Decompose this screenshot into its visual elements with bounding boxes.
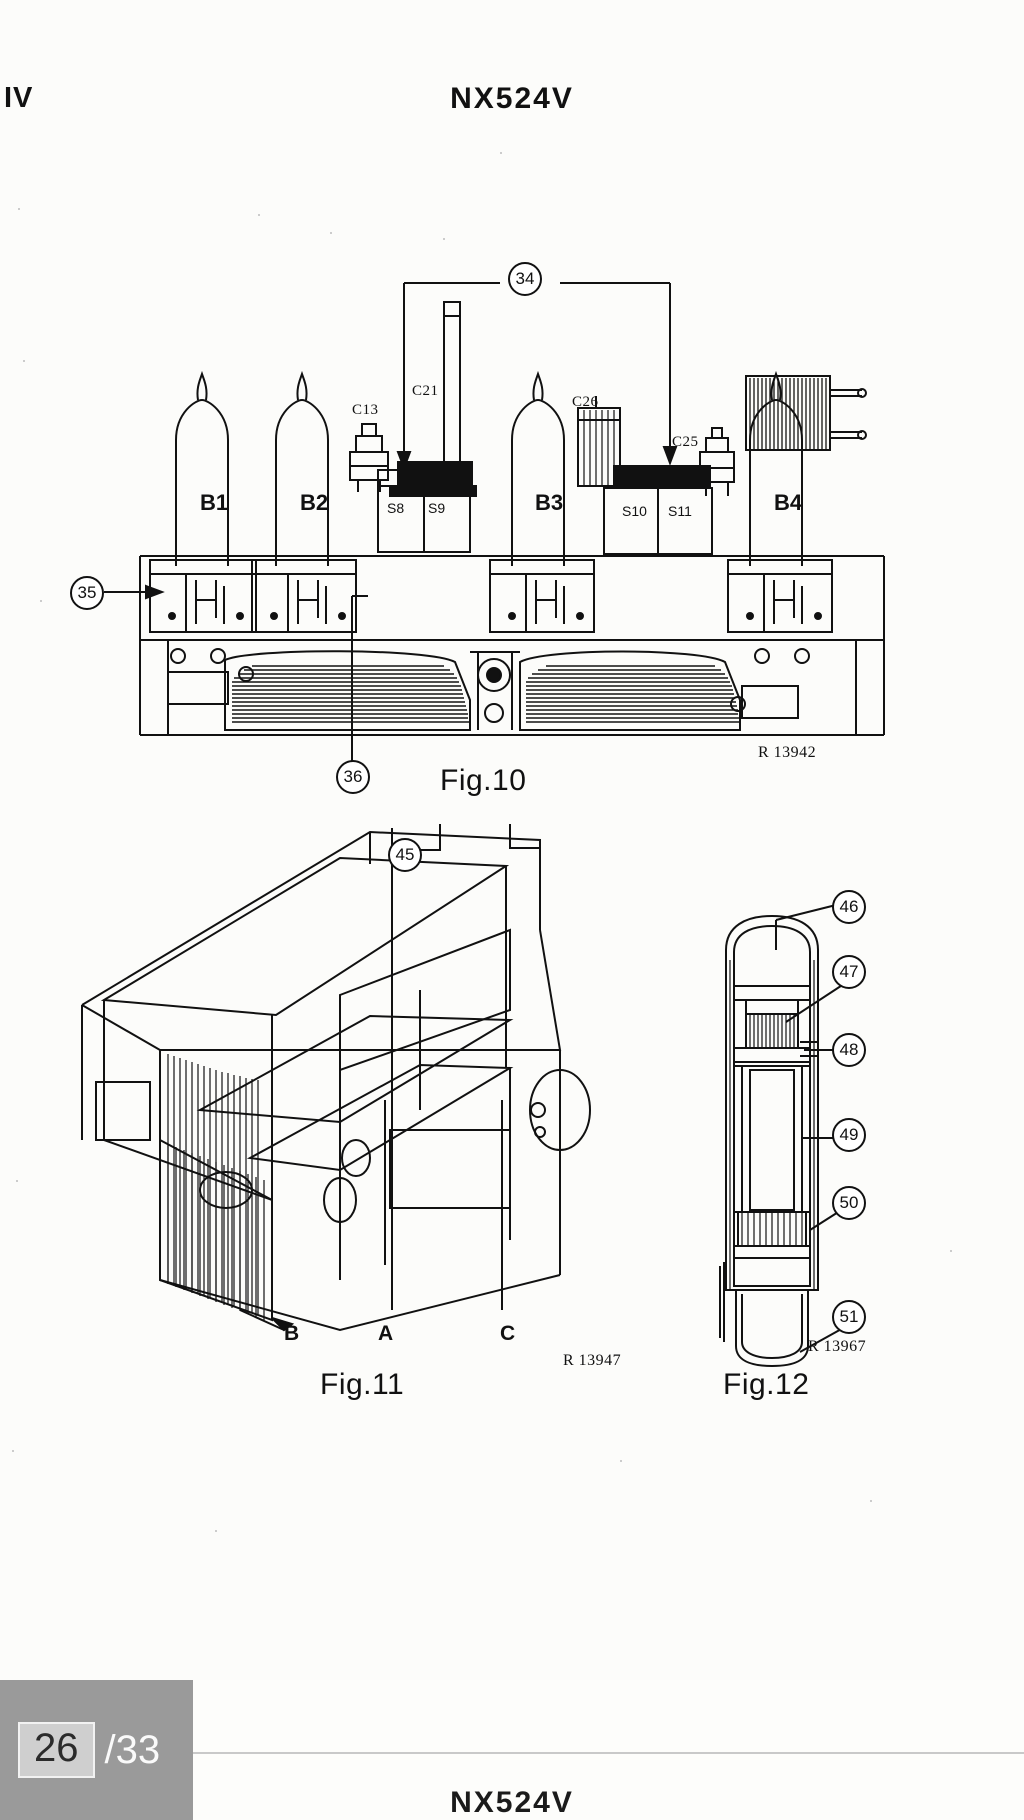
component-code-c25: C25: [672, 434, 699, 450]
page-title: NX524V: [450, 82, 574, 115]
fig11-letter-b: B: [284, 1322, 300, 1345]
callout-51: 51: [832, 1300, 866, 1334]
socket-label-s9: S9: [428, 500, 446, 516]
pdf-viewer-bar: [0, 1680, 1024, 1820]
tube-label-b1: B1: [200, 490, 229, 515]
callout-50: 50: [832, 1186, 866, 1220]
figure-caption-fig10: Fig.10: [440, 764, 527, 797]
component-code-c21: C21: [412, 383, 439, 399]
drawing-ref-fig11: R 13947: [563, 1352, 622, 1369]
figure-caption-fig11: Fig.11: [320, 1368, 405, 1401]
socket-label-s11: S11: [668, 503, 692, 519]
drawing-ref-fig10: R 13942: [758, 744, 817, 761]
page-section-mark: IV: [4, 82, 34, 114]
fig10-drawing: [0, 0, 1024, 820]
callout-48: 48: [832, 1033, 866, 1067]
callout-35: 35: [70, 576, 104, 610]
tube-label-b4: B4: [774, 490, 803, 515]
callout-46: 46: [832, 890, 866, 924]
figure-caption-fig12: Fig.12: [723, 1368, 810, 1401]
paper-speck: [12, 1450, 14, 1452]
callout-36: 36: [336, 760, 370, 794]
fig11-letter-a: A: [378, 1322, 394, 1345]
tube-label-b3: B3: [535, 490, 564, 515]
component-code-c13: C13: [352, 402, 379, 418]
tube-label-b2: B2: [300, 490, 329, 515]
component-code-c26: C26: [572, 394, 599, 410]
paper-speck: [16, 1180, 18, 1182]
socket-label-s8: S8: [387, 500, 405, 516]
footer-divider: [193, 1752, 1024, 1754]
footer-title: NX524V: [450, 1786, 574, 1819]
current-page-input[interactable]: 26: [18, 1722, 95, 1778]
paper-speck: [870, 1500, 872, 1502]
page-total-label: /33: [104, 1727, 161, 1772]
callout-49: 49: [832, 1118, 866, 1152]
callout-34: 34: [508, 262, 542, 296]
paper-speck: [215, 1530, 217, 1532]
socket-label-s10: S10: [622, 503, 647, 519]
callout-45: 45: [388, 838, 422, 872]
callout-47: 47: [832, 955, 866, 989]
fig11-letter-c: C: [500, 1322, 516, 1345]
drawing-ref-fig12: R 13967: [808, 1338, 867, 1355]
paper-speck: [620, 1460, 622, 1462]
page-indicator[interactable]: [0, 1680, 193, 1820]
